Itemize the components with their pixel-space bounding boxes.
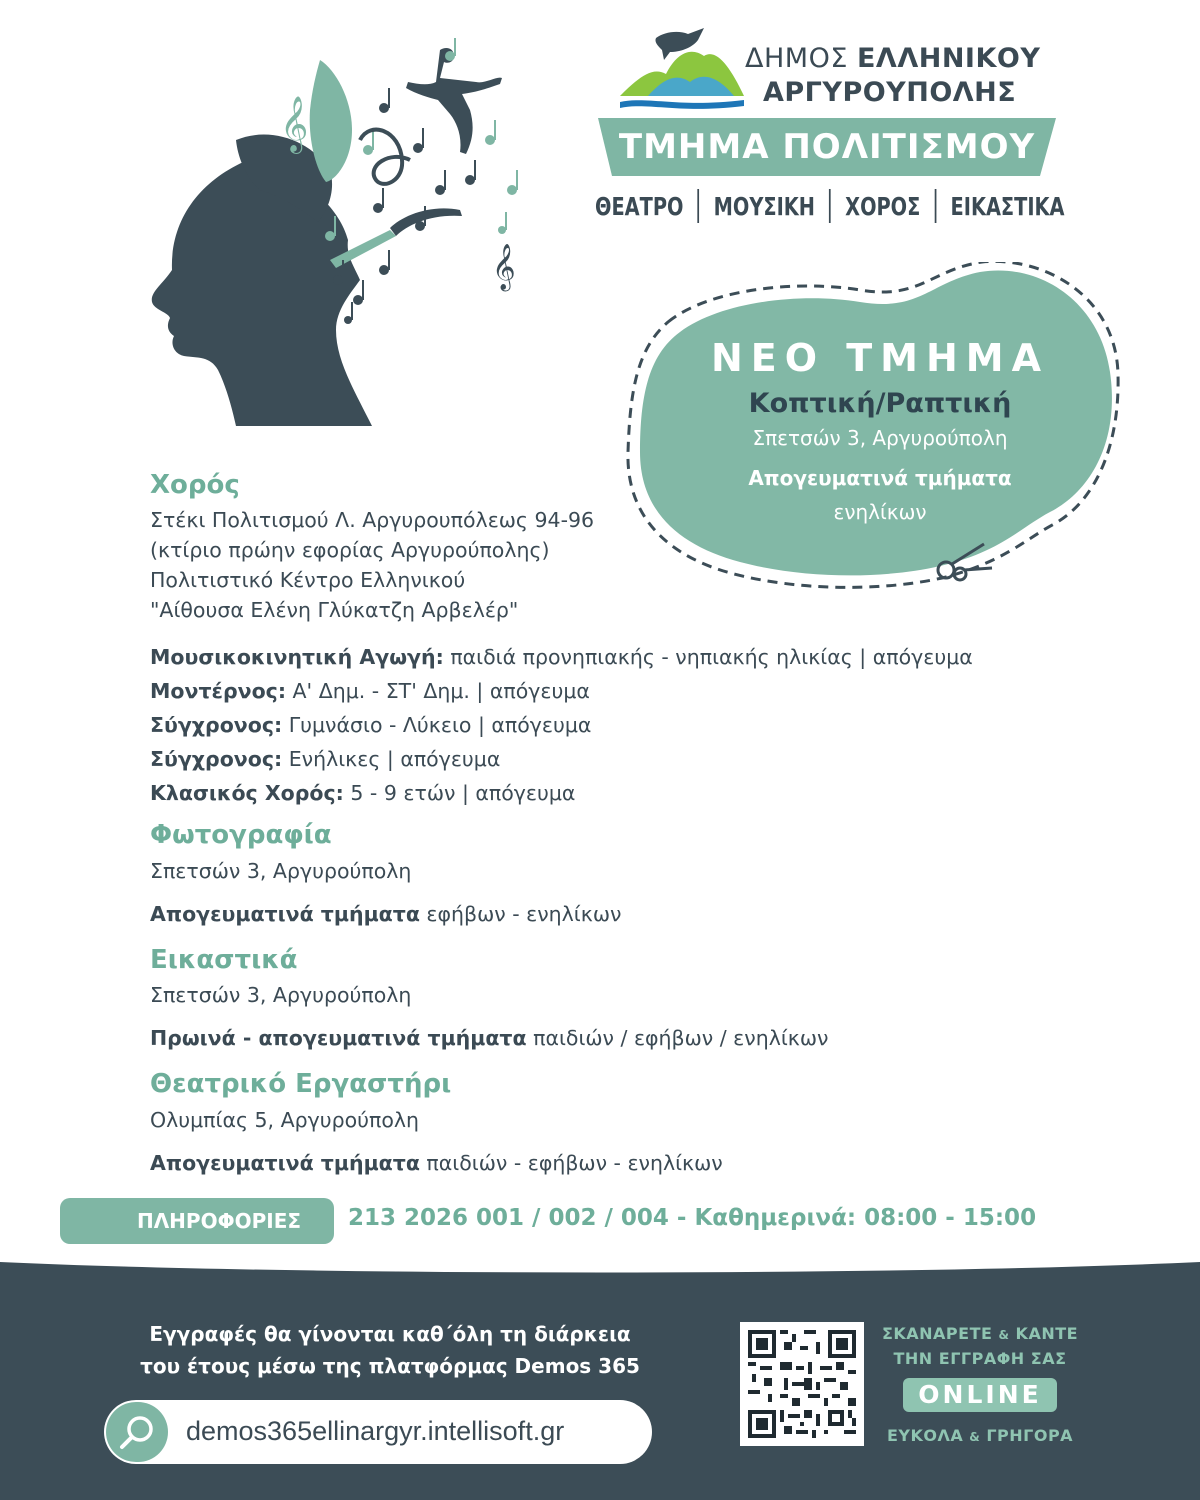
cta-scan [870,1324,1090,1343]
category-separator [935,189,937,223]
cta-easy-word: ΕΥΚΟΛΑ [886,1426,964,1445]
registration-note-line2: του έτους μέσω της πλατφόρμας Demos 365 [140,1354,640,1378]
dance-classes [150,640,973,810]
dance-location-line: "Αίθουσα Ελένη Γλύκατζη Αρβελέρ" [150,598,519,622]
dance-class-row [150,640,973,674]
dance-class-name: Κλασικός Χορός: [150,781,344,805]
registration-url[interactable]: demos365ellinargyr.intellisoft.gr [186,1416,565,1446]
category-separator [829,189,831,223]
category-visual-arts: ΕΙΚΑΣΤΙΚΑ [950,191,1065,221]
dance-class-name: Σύγχρονος: [150,747,283,771]
theatre-title: Θεατρικό Εργαστήρι [150,1069,452,1099]
dance-class-detail: Α' Δημ. - ΣΤ' Δημ. | απόγευμα [286,679,590,703]
info-label: ΠΛΗΡΟΦΟΡΙΕΣ [60,1198,334,1244]
scissors-icon [934,538,994,582]
dance-class-detail: Γυμνάσιο - Λύκειο | απόγευμα [282,713,592,737]
visual-arts-schedule-rest: παιδιών / εφήβων / ενηλίκων [526,1026,829,1050]
music-notes-icon [333,88,476,324]
search-button[interactable] [106,1402,168,1462]
cta-register: ΤΗΝ ΕΓΓΡΑΦΗ ΣΑΣ [893,1349,1067,1368]
new-class-schedule: Απογευματινά τμήματα [748,466,1012,490]
dance-class-name: Σύγχρονος: [150,713,283,737]
dance-class-row [150,674,973,708]
photography-address: Σπετσών 3, Αργυρούπολη [150,859,412,883]
dance-title: Χορός [150,470,240,500]
photography-schedule-bold: Απογευματινά τμήματα [150,902,420,926]
cta-easy-fast [870,1426,1090,1445]
theatre-schedule [150,1148,723,1178]
new-class-title: ΝΕΟ ΤΜΗΜΑ [710,336,1050,380]
theatre-schedule-bold: Απογευματινά τμήματα [150,1151,420,1175]
photography-title: Φωτογραφία [150,820,332,850]
dance-class-detail: παιδιά προνηπιακής - νηπιακής ηλικίας | απόγευμα [443,645,973,669]
dance-class-detail: Ενήλικες | απόγευμα [282,747,501,771]
municipality-name [745,42,1045,110]
municipality-logo [618,26,746,110]
dance-class-row [150,776,973,810]
category-music: ΜΟΥΣΙΚΗ [713,191,815,221]
category-list [595,186,1065,226]
dance-location-line: Πολιτιστικό Κέντρο Ελληνικού [150,568,466,592]
new-class-address: Σπετσών 3, Αργυρούπολη [752,426,1008,450]
cta-scan-word: ΣΚΑΝΑΡΕΤΕ [881,1324,993,1343]
dance-class-detail: 5 - 9 ετών | απόγευμα [343,781,576,805]
arts-head-illustration [140,30,560,430]
new-class-subject: Κοπτική/Ραπτική [748,388,1012,419]
theatre-schedule-rest: παιδιών - εφήβων - ενηλίκων [419,1151,723,1175]
visual-arts-schedule-bold: Πρωινά - απογευματινά τμήματα [150,1026,527,1050]
cta-ampersand: & [969,1430,981,1444]
cta-ampersand: & [998,1328,1010,1342]
dance-class-row [150,742,973,776]
photography-schedule [150,899,621,929]
category-dance: ΧΟΡΟΣ [845,191,921,221]
dance-location-line: (κτίριο πρώην εφορίας Αργυρούπολης) [150,538,550,562]
treble-clef-icon: 𝄞 [280,96,309,152]
cta-fast-word: ΓΡΗΓΟΡΑ [986,1426,1074,1445]
search-icon [106,1402,168,1462]
svg-text:𝄞: 𝄞 [492,244,516,290]
category-theatre: ΘΕΑΤΡΟ [595,191,684,221]
photography-schedule-rest: εφήβων - ενηλίκων [419,902,622,926]
visual-arts-address: Σπετσών 3, Αργυρούπολη [150,983,412,1007]
department-title: ΤΜΗΜΑ ΠΟΛΙΤΙΣΜΟΥ [618,127,1036,167]
cta-online-badge: ONLINE [903,1378,1057,1412]
new-class-audience: ενηλίκων [833,500,927,524]
category-separator [698,189,700,223]
registration-note-line1: Εγγραφές θα γίνονται καθ΄όλη τη διάρκεια [149,1322,631,1346]
dance-class-name: Μοντέρνος: [150,679,287,703]
dance-class-row [150,708,973,742]
dance-location-line: Στέκι Πολιτισμού Λ. Αργυρουπόλεως 94-96 [150,508,595,532]
dance-class-name: Μουσικοκινητική Αγωγή: [150,645,444,669]
registration-note [90,1318,690,1382]
cta-do-word: ΚΑΝΤΕ [1015,1324,1079,1343]
theatre-address: Ολυμπίας 5, Αργυρούπολη [150,1108,420,1132]
municipality-bold: ΕΛΛΗΝΙΚΟΥ [856,43,1041,74]
municipality-line2: ΑΡΓΥΡΟΥΠΟΛΗΣ [763,77,1017,108]
municipality-prefix: ΔΗΜΟΣ [745,43,848,74]
head-silhouette-icon [152,160,372,426]
info-phone-hours: 213 2026 001 / 002 / 004 - Καθημερινά: 08:00 - 15:00 [348,1205,1037,1231]
visual-arts-schedule [150,1023,828,1053]
qr-code[interactable] [740,1322,864,1446]
visual-arts-title: Εικαστικά [150,945,298,975]
dance-locations [150,505,594,625]
